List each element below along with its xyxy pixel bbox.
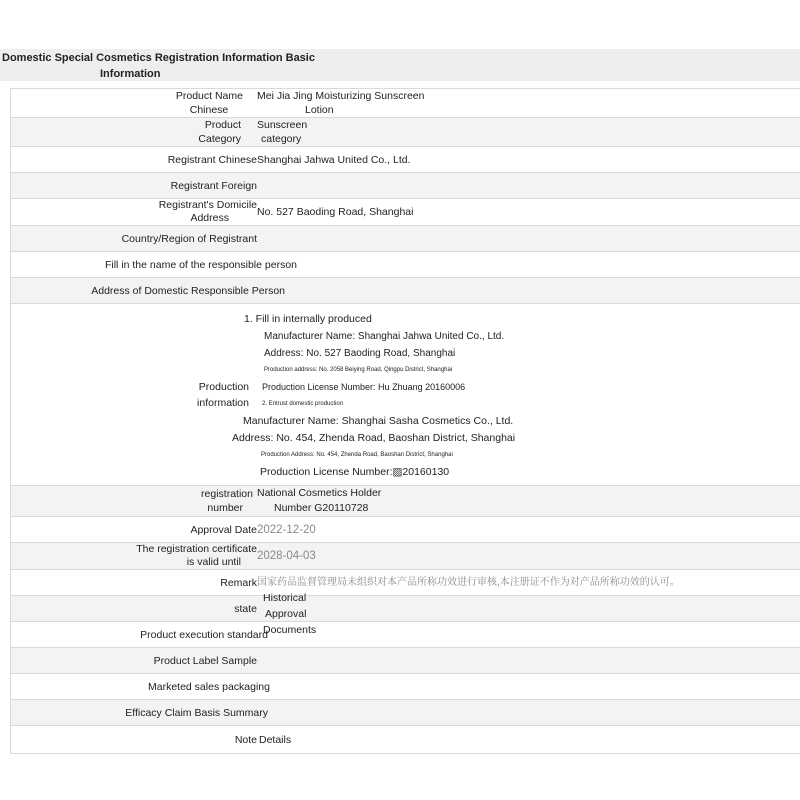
approval-date-value: 2022-12-20 [257,517,800,543]
row-production-information [11,304,800,486]
product-name-value: Mei Jia Jing Moisturizing Sunscreen Lotion [257,89,800,118]
production-line: Manufacturer Name: Shanghai Sasha Cosmetics Co., Ltd. [243,414,514,427]
registration-number-value: National Cosmetics Holder Number G20110728 [257,486,800,517]
row-label-sample [11,648,800,674]
country-value [257,226,800,252]
row-registration-number [11,486,800,517]
efficacy-value [257,700,800,726]
registrant-domicile-label: Registrant's Domicile Address [11,199,258,226]
note-details-link[interactable]: Details [257,726,800,754]
row-state [11,596,800,622]
production-line: 2. Entrust domestic production [262,400,344,407]
responsible-person-value [257,252,800,278]
valid-until-label: The registration certificate is valid until [11,543,258,570]
production-line: Production address: No. 2058 Beiying Road, Qingpu District, Shanghai [264,366,453,373]
page-title [0,49,800,81]
row-efficacy [11,700,800,726]
registrant-chinese-value: Shanghai Jahwa United Co., Ltd. [257,147,800,173]
production-line: 1. Fill in internally produced [244,312,372,325]
responsible-person-label: Fill in the name of the responsible person [11,252,258,278]
registration-info-table [10,88,800,754]
row-registrant-foreign [11,173,800,199]
packaging-value [257,674,800,700]
production-line: Production License Number: Hu Zhuang 20160006 [262,381,466,392]
remark-value: 国家药品监督管理局未组织对本产品所称功效进行审核,本注册证不作为对产品所称功效的认可。 [257,570,800,596]
registrant-chinese-label: Registrant Chinese [11,147,258,173]
execution-standard-label: Product execution standard [11,622,258,648]
production-line: Production Address: No. 454, Zhenda Road, Baoshan District, Shanghai [261,451,453,458]
row-packaging [11,674,800,700]
row-product-name [11,89,800,118]
row-execution-standard [11,622,800,648]
production-license-line: Production License Number:▨20160130 [260,465,450,478]
row-approval-date [11,517,800,543]
row-product-category [11,118,800,147]
remark-label: Remark [11,570,258,596]
row-valid-until [11,543,800,570]
production-line: Manufacturer Name: Shanghai Jahwa United Co., Ltd. [264,330,505,342]
registrant-domicile-value: No. 527 Baoding Road, Shanghai [257,199,800,226]
packaging-label: Marketed sales packaging [11,674,258,700]
valid-until-value: 2028-04-03 [257,543,800,570]
note-label: Note [11,726,258,754]
country-label: Country/Region of Registrant [11,226,258,252]
label-sample-label: Product Label Sample [11,648,258,674]
registrant-foreign-value [257,173,800,199]
row-remark [11,570,800,596]
row-responsible-address [11,278,800,304]
production-line: Address: No. 454, Zhenda Road, Baoshan District, Shanghai [232,431,516,444]
state-label: state [11,596,258,622]
state-value: Historical Approval Documents [257,596,800,622]
production-information-value [232,304,800,486]
row-registrant-domicile [11,199,800,226]
row-registrant-chinese [11,147,800,173]
product-category-value: Sunscreen category [257,118,800,147]
registrant-foreign-label: Registrant Foreign [11,173,258,199]
label-sample-value [257,648,800,674]
row-country [11,226,800,252]
efficacy-label: Efficacy Claim Basis Summary [11,700,258,726]
page-title-line-1: Domestic Special Cosmetics Registration Information Basic [2,52,315,64]
row-responsible-person [11,252,800,278]
page-title-line-2: Information [100,68,161,80]
row-note [11,726,800,754]
production-line: Address: No. 527 Baoding Road, Shanghai [264,347,456,359]
registration-number-label: registration number [11,486,258,517]
responsible-address-label: Address of Domestic Responsible Person [11,278,258,304]
responsible-address-value [257,278,800,304]
approval-date-label: Approval Date [11,517,258,543]
product-category-label: Product Category [11,118,258,147]
production-information-label: Production information [11,304,258,486]
execution-standard-value [257,622,800,648]
product-name-label: Product Name Chinese [11,89,258,118]
